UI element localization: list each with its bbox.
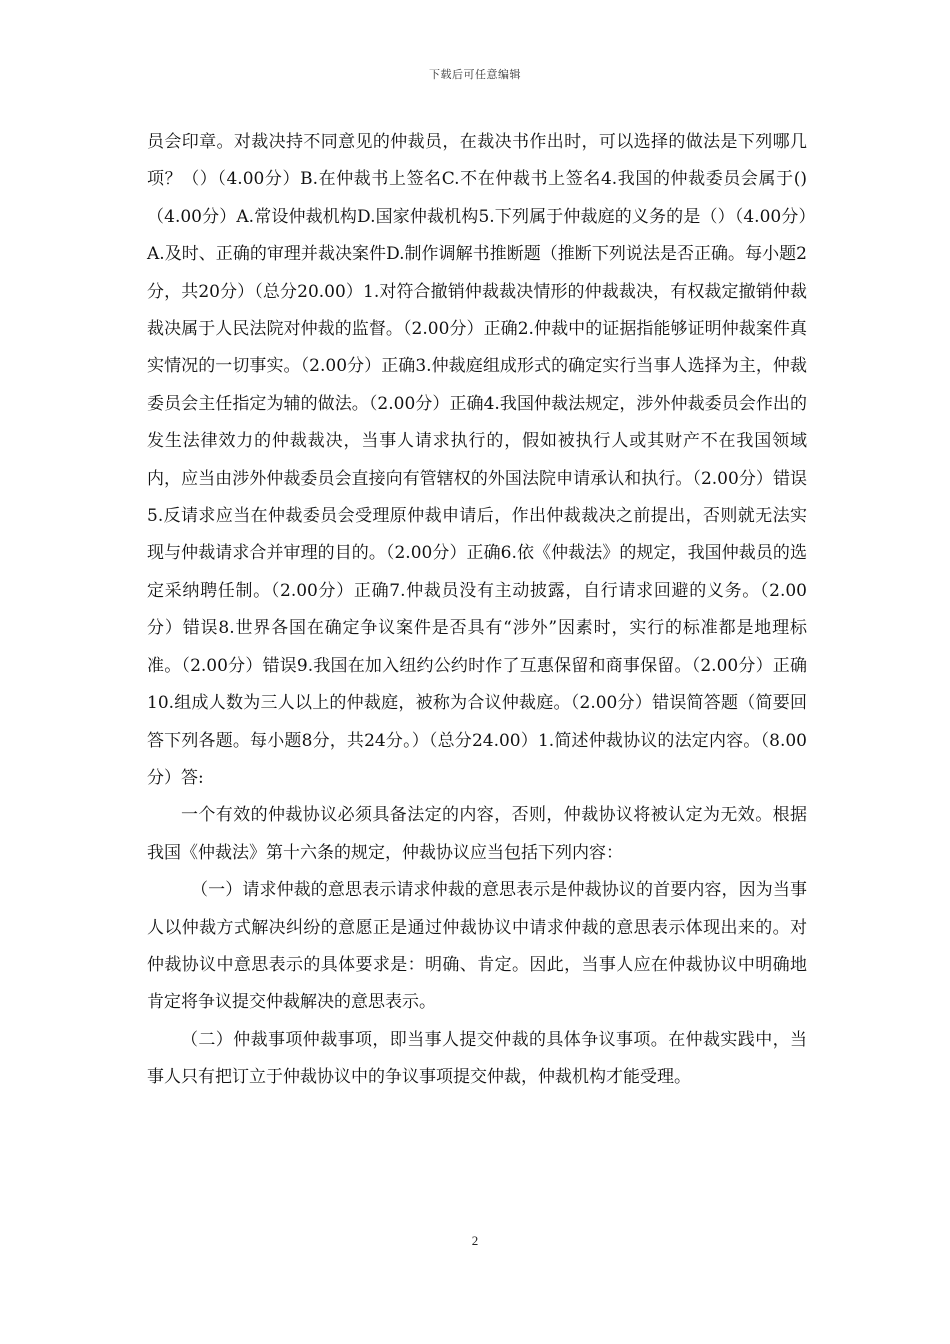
page-number: 2 (471, 1233, 479, 1248)
document-body (147, 124, 807, 1097)
page-header: 下载后可任意编辑 (429, 68, 521, 81)
paragraph-answer-intro: 一个有效的仲裁协议必须具备法定的内容，否则，仲裁协议将被认定为无效。根据我国《仲裁法》第十六条的规定，仲裁协议应当包括下列内容： (147, 805, 807, 863)
paragraph-item-one: （一）请求仲裁的意思表示请求仲裁的意思表示是仲裁协议的首要内容，因为当事人以仲裁方式解决纠纷的意愿正是通过仲裁协议中请求仲裁的意思表示体现出来的。对仲裁协议中意思表示的具体要求是：明确、肯定。因此，当事人应在仲裁协议中明确地肯定将争议提交仲裁解决的意思表示。 (147, 880, 807, 1013)
paragraph-item-two: （二）仲裁事项仲裁事项，即当事人提交仲裁的具体争议事项。在仲裁实践中，当事人只有把订立于仲裁协议中的争议事项提交仲裁，仲裁机构才能受理。 (147, 1029, 807, 1088)
paragraph-questions: 员会印章。对裁决持不同意见的仲裁员，在裁决书作出时，可以选择的做法是下列哪几项？（）（4.00分）B.在仲裁书上签名C.不在仲裁书上签名4.我国的仲裁委员会属于()（4.00分）A.常设仲裁机构D.国家仲裁机构5.下列属于仲裁庭的义务的是（）（4.00分）A.及时、正确的审理并裁决案件D.制作调解书推断题（推断下列说法是否正确。每小题2分，共20分）（总分20.00）1.对符合撤销仲裁裁决情形的仲裁裁决，有权裁定撤销仲裁裁决属于人民法院对仲裁的监督。（2.00分）正确2.仲裁中的证据指能够证明仲裁案件真实情况的一切事实。（2.00分）正确3.仲裁庭组成形式的确定实行当事人选择为主，仲裁委员会主任指定为辅的做法。（2.00分）正确4.我国仲裁法规定，涉外仲裁委员会作出的发生法律效力的仲裁裁决，当事人请求执行的，假如被执行人或其财产不在我国领域内，应当由涉外仲裁委员会直接向有管辖权的外国法院申请承认和执行。（2.00分）错误5.反请求应当在仲裁委员会受理原仲裁申请后，作出仲裁裁决之前提出，否则就无法实现与仲裁请求合并审理的目的。（2.00分）正确6.依《仲裁法》的规定，我国仲裁员的选定采纳聘任制。（2.00分）正确7.仲裁员没有主动披露，自行请求回避的义务。（2.00分）错误8.世界各国在确定争议案件是否具有“涉外”因素时，实行的标准都是地理标准。（2.00分）错误9.我国在加入纽约公约时作了互惠保留和商事保留。（2.00分）正确10.组成人数为三人以上的仲裁庭，被称为合议仲裁庭。（2.00分）错误简答题（简要回答下列各题。每小题8分，共24分。）（总分24.00）1.简述仲裁协议的法定内容。（8.00分）答: (147, 132, 807, 788)
